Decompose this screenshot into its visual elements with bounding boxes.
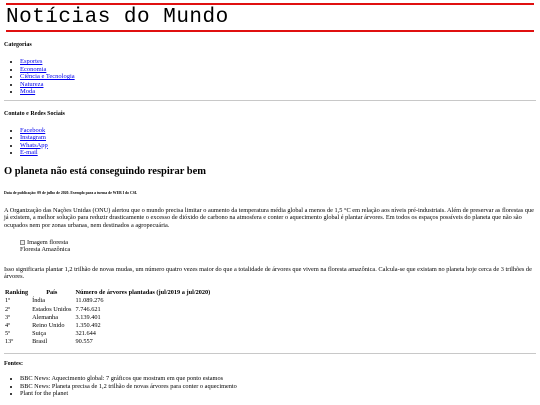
article [4,166,536,346]
country-cell: Suiça [32,330,47,338]
country-cell: Estados Unidos [32,305,72,313]
contact-link-whatsapp[interactable]: WhatsApp [20,141,48,149]
contact-item [20,127,536,135]
article-paragraph-1: A Organização das Nações Unidas (ONU) alertou que o mundo precisa limitar o aumento da temperatura média global a menos de 1,5 °C em relação aos níveis pré-industriais. Além de preservar as florestas que já existem, a melhor solução para reduzir drasticamente o excesso de dióxido de carbono na atmosfera e conter o aquecimento global é plantar árvores. Em todos os espaços possíveis do planeta que não são ocupados nem por zonas urbanas, nem destinados a agropecuária. [4,207,534,229]
image-alt-text: Imagem floresta [27,238,69,246]
trees-cell: 7.746.621 [75,305,101,313]
rank-cell: 2º [5,305,11,313]
rank-cell: 3º [5,313,11,321]
table-row [5,313,210,321]
source-item: • BBC News: Planeta precisa de 1,2 trilhão de novas árvores para conter o aquecimento [20,383,536,390]
sources-section [4,361,536,397]
country-cell: Alemanha [32,313,58,321]
country-cell: Índia [32,297,46,305]
site-title: Notícias do Mundo [6,6,229,29]
contact-link-instagram[interactable]: Instagram [20,134,46,142]
category-link-esportes[interactable]: Esportes [20,58,43,66]
header-ranking: Ranking [5,288,29,296]
table-row [5,305,210,313]
category-link-ciencia[interactable]: Ciência e Tecnologia [20,73,75,81]
section-divider [4,100,536,101]
trees-cell: 11.089.276 [75,297,104,305]
category-item [20,66,536,74]
table-row [5,330,210,338]
article-figure [20,239,536,254]
trees-cell: 90.557 [75,338,93,346]
categories-section [4,42,536,96]
article-paragraph-2: Isso significaria plantar 1,2 trilhão de novas mudas, um número quatro vezes maior do que a totalidade de árvores que vivem na floresta amazônica. Calcula-se que existam no planeta hoje cerca de 3 trilhões de árvores. [4,265,532,280]
header-bottom-rule [6,30,534,32]
category-item [20,81,536,89]
broken-image-icon [20,240,25,245]
sources-list [4,375,536,397]
category-link-economia[interactable]: Economia [20,65,47,73]
contact-item [20,149,536,157]
country-cell: Reino Unido [32,321,65,329]
contacts-list [4,127,536,157]
article-title: O planeta não está conseguindo respirar bem [4,165,207,177]
forest-image [20,239,536,246]
category-item [20,88,536,96]
table-row [5,338,210,346]
trees-cell: 1.350.492 [75,321,101,329]
contact-link-email[interactable]: E-mail [20,149,38,157]
footer-divider [4,353,536,354]
category-item [20,73,536,81]
header-trees: Número de árvores plantadas (jul/2019 a jul/2020) [75,288,211,296]
trees-cell: 3.139.401 [75,313,101,321]
table-row [5,322,210,330]
header-country: País [46,288,58,296]
source-item: • Plant for the planet [20,390,536,397]
sources-heading: Fontes: [4,361,23,368]
site-header [4,0,536,32]
contact-item [20,142,536,150]
categories-heading: Categorias [4,42,32,48]
trees-cell: 321.644 [75,330,96,338]
contact-link-facebook[interactable]: Facebook [20,126,46,134]
contacts-section [4,111,536,157]
rank-cell: 4º [5,321,11,329]
contacts-heading: Contato e Redes Sociais [4,110,65,117]
category-link-moda[interactable]: Moda [20,88,36,96]
source-item: • BBC News: Aquecimento global: 7 gráficos que mostram em que ponto estamos [20,375,536,382]
contact-item [20,134,536,142]
publication-date: Data de publicação: 09 de julho de 2020. Exemplo para a turma de WEB I do CSI. [4,191,138,196]
ranking-table [1,288,214,346]
categories-list [4,58,536,96]
country-cell: Brasil [32,338,48,346]
category-item [20,58,536,66]
header-top-rule [6,3,534,5]
table-header-row [5,288,210,297]
rank-cell: 1º [5,297,11,305]
rank-cell: 13º [5,338,14,346]
rank-cell: 5º [5,330,11,338]
category-link-natureza[interactable]: Natureza [20,80,44,88]
image-caption: Floresta Amazônica [20,246,71,254]
table-row [5,297,210,305]
